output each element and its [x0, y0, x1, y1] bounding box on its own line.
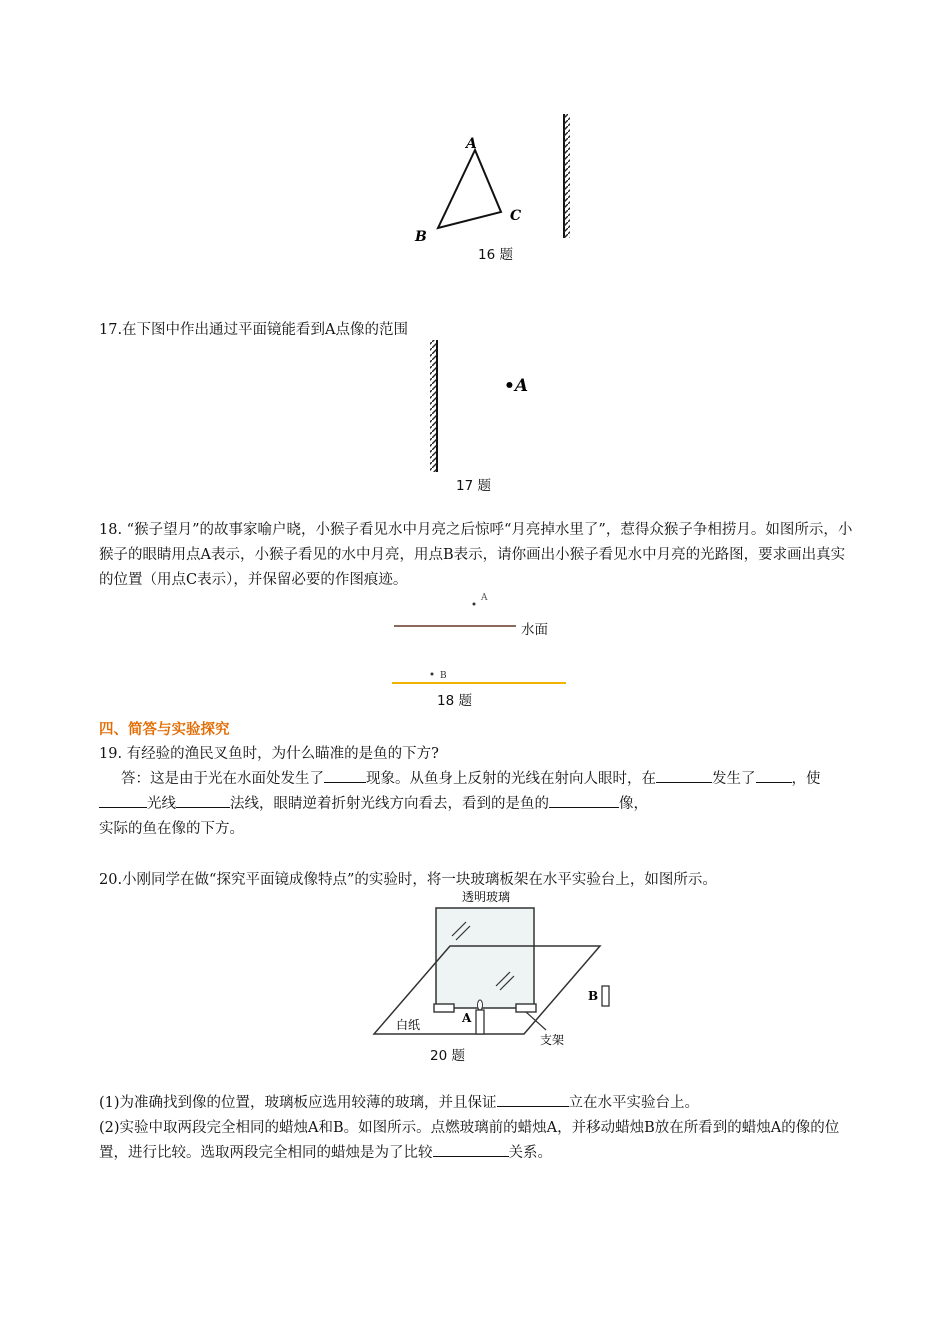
q19-ans-3: 发生了 [712, 771, 756, 787]
glass-plate [436, 908, 534, 1008]
blank-3[interactable] [756, 767, 792, 783]
q20-sub1 [99, 1091, 854, 1116]
blank-2[interactable] [656, 767, 712, 783]
q20-sub1-b: 立在水平实验台上。 [568, 1095, 700, 1111]
point-a-label: A [481, 593, 488, 603]
triangle-abc [438, 150, 501, 228]
q17-caption: 17 题 [456, 478, 491, 494]
q19-ans-1: 答：这是由于光在水面处发生了 [121, 771, 324, 787]
point-a [473, 603, 476, 606]
q19-ans-7: 像， [619, 796, 648, 812]
plane-mirror [564, 114, 570, 238]
q19-question: 19. 有经验的渔民叉鱼时，为什么瞄准的是鱼的下方? [99, 746, 439, 762]
blank-1[interactable] [324, 767, 366, 783]
label-b: B [415, 229, 427, 245]
q16-caption: 16 题 [478, 247, 513, 263]
q19-ans-6: 法线，眼睛逆着折射光线方向看去，看到的是鱼的 [230, 796, 549, 812]
blank-6[interactable] [549, 792, 619, 808]
plane-mirror [430, 340, 437, 472]
blank-8[interactable] [433, 1141, 509, 1157]
paper-label: 白纸 [396, 1018, 421, 1032]
water-label: 水面 [521, 622, 548, 638]
candle-b-label: B [588, 989, 599, 1003]
blank-7[interactable] [497, 1091, 569, 1107]
q19-ans-5: 光线 [147, 796, 176, 812]
q17-figure [420, 336, 550, 476]
q20-sub2-a: (2)实验中取两段完全相同的蜡烛A和B。如图所示。点燃玻璃前的蜡烛A，并移动蜡烛B放在所看到的蜡烛A的像的位置，进行比较。选取两段完全相同的蜡烛是为了比较 [99, 1120, 840, 1161]
blank-4[interactable] [99, 792, 147, 808]
stand-left [434, 1004, 454, 1012]
q20-sub2-b: 关系。 [508, 1145, 552, 1161]
q18-figure [388, 588, 588, 688]
point-a-label: •A [504, 376, 529, 396]
q19-ans-2: 现象。从鱼身上反射的光线在射向人眼时，在 [366, 771, 656, 787]
q20-text: 20.小刚同学在做“探究平面镜成像特点”的实验时，将一块玻璃板架在水平实验台上，如图所示。 [99, 872, 717, 888]
candle-a-label: A [462, 1011, 472, 1025]
stand-label: 支架 [540, 1033, 565, 1047]
q16-figure [400, 108, 600, 248]
q20-caption: 20 题 [430, 1048, 465, 1064]
q19-answer [99, 767, 854, 842]
stand-right [516, 1004, 536, 1012]
glass-label: 透明玻璃 [462, 890, 511, 904]
section-title: 四、简答与实验探究 [99, 722, 230, 738]
q20-figure [360, 882, 640, 1052]
q19-ans-8: 实际的鱼在像的下方。 [99, 821, 244, 837]
q18-text: 18. “猴子望月”的故事家喻户晓，小猴子看见水中月亮之后惊呼“月亮掉水里了”，惹得众猴子争相捞月。如图所示，小猴子的眼睛用点A表示，小猴子看见的水中月亮，用点B表示，请你画出小猴子看见水中月亮的光路图，要求画出真实的位置（用点C表示），并保留必要的作图痕迹。 [99, 522, 853, 588]
point-b [431, 673, 434, 676]
candle-b [602, 986, 609, 1006]
q20-sub1-a: (1)为准确找到像的位置，玻璃板应选用较薄的玻璃，并且保证 [99, 1095, 497, 1111]
q20-sub2 [99, 1116, 854, 1166]
point-b-label: B [440, 671, 447, 681]
candle-a [476, 1000, 484, 1034]
q18-caption: 18 题 [437, 693, 472, 709]
q17-text: 17.在下图中作出通过平面镜能看到A点像的范围 [99, 322, 409, 338]
label-a: A [466, 136, 477, 152]
label-c: C [510, 208, 522, 224]
q19-ans-4: ，使 [791, 771, 821, 787]
blank-5[interactable] [176, 792, 230, 808]
